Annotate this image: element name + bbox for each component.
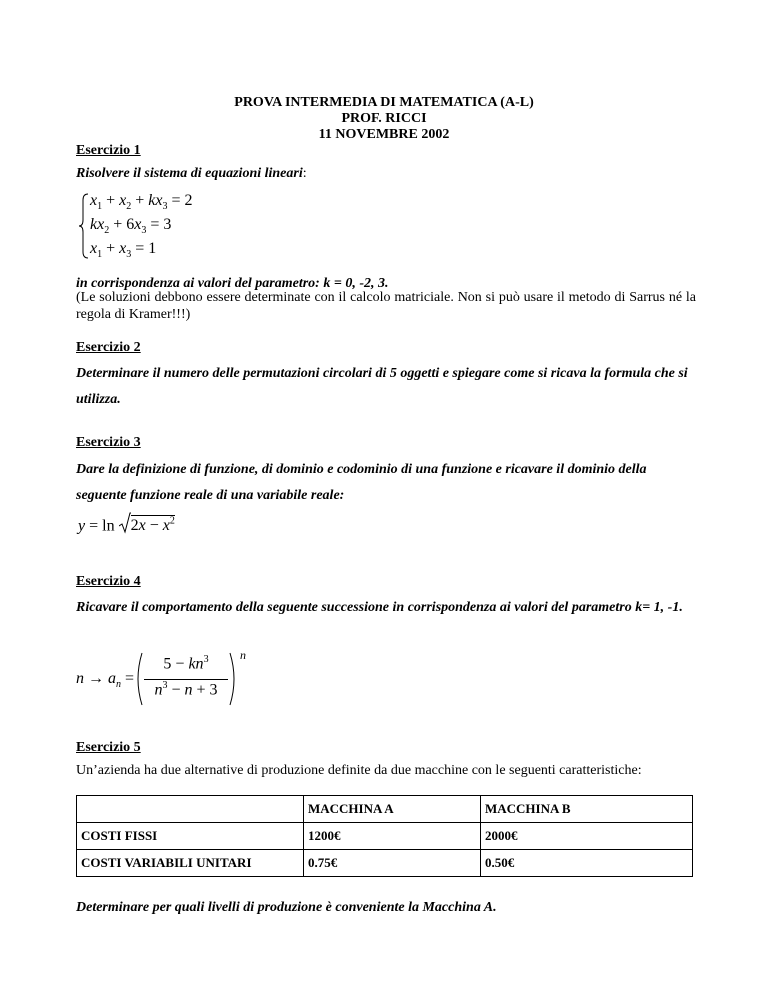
- title-line-2: PROF. RICCI: [341, 111, 427, 126]
- exercise-4-text: Ricavare il comportamento della seguente successione in corrispondenza ai valori del parametro k= 1, -1.: [76, 600, 683, 615]
- linear-system: [78, 192, 278, 260]
- equation-1: $x_1 + x_2 + kx_3 = 2$: [90, 192, 193, 213]
- system-brace: [78, 192, 90, 260]
- table-cell: 0.50€: [481, 850, 693, 877]
- equation-2: $kx_2 + 6x_3 = 3$: [90, 216, 172, 237]
- right-paren-icon: [228, 652, 240, 706]
- table-cell: COSTI FISSI: [77, 823, 304, 850]
- sqrt-sign-icon: [119, 512, 131, 534]
- table-header-cell: MACCHINA B: [481, 796, 693, 823]
- table-cell: 1200€: [304, 823, 481, 850]
- title-line-1: PROVA INTERMEDIA DI MATEMATICA (A-L): [234, 95, 534, 110]
- machines-table: [76, 795, 693, 877]
- exercise-3-text: Dare la definizione di funzione, di dominio e codominio di una funzione e ricavare il dominio della seguente funzione reale di una variabile reale:: [76, 462, 647, 503]
- table-cell: COSTI VARIABILI UNITARI: [77, 850, 304, 877]
- table-header-cell: MACCHINA A: [304, 796, 481, 823]
- exercise-4-heading: Esercizio 4: [76, 574, 141, 589]
- table-header-cell: [77, 796, 304, 823]
- exercise-2-heading: Esercizio 2: [76, 340, 141, 355]
- table-header-row: [77, 796, 693, 823]
- exercise-2-text: Determinare il numero delle permutazioni circolari di 5 oggetti e spiegare come si ricava la formula che si utilizza.: [76, 366, 688, 407]
- exercise-1-prompt-colon: :: [302, 166, 307, 181]
- table-row: [77, 823, 693, 850]
- function-formula: y = ln $2x - x^2$: [78, 516, 175, 540]
- title-line-3: 11 NOVEMBRE 2002: [318, 127, 450, 142]
- exercise-1-prompt: [76, 166, 307, 182]
- table-cell: 0.75€: [304, 850, 481, 877]
- exercise-5-heading: Esercizio 5: [76, 740, 141, 755]
- exercise-3-heading: Esercizio 3: [76, 435, 141, 450]
- sequence-formula: $n \to a_n$ = $5 - kn^3$ $n^3 - n + 3$ n: [76, 650, 276, 710]
- exercise-1-note: (Le soluzioni debbono essere determinate con il calcolo matriciale. Non si può usare il metodo di Sarrus né la regola di Kramer!!!): [76, 290, 696, 322]
- exercise-1-heading: Esercizio 1: [76, 143, 141, 158]
- table-row: [77, 850, 693, 877]
- exercise-1-prompt-text: Risolvere il sistema di equazioni lineari: [76, 166, 303, 181]
- equation-3: $x_1 + x_3 = 1$: [90, 240, 157, 261]
- exercise-5-intro: Un’azienda ha due alternative di produzione definite da due macchine con le seguenti caratteristiche:: [76, 763, 642, 778]
- exercise-1-parameters: in corrispondenza ai valori del parametro: k = 0, -2, 3.: [76, 276, 389, 291]
- table-cell: 2000€: [481, 823, 693, 850]
- exercise-5-question: Determinare per quali livelli di produzione è conveniente la Macchina A.: [76, 900, 497, 915]
